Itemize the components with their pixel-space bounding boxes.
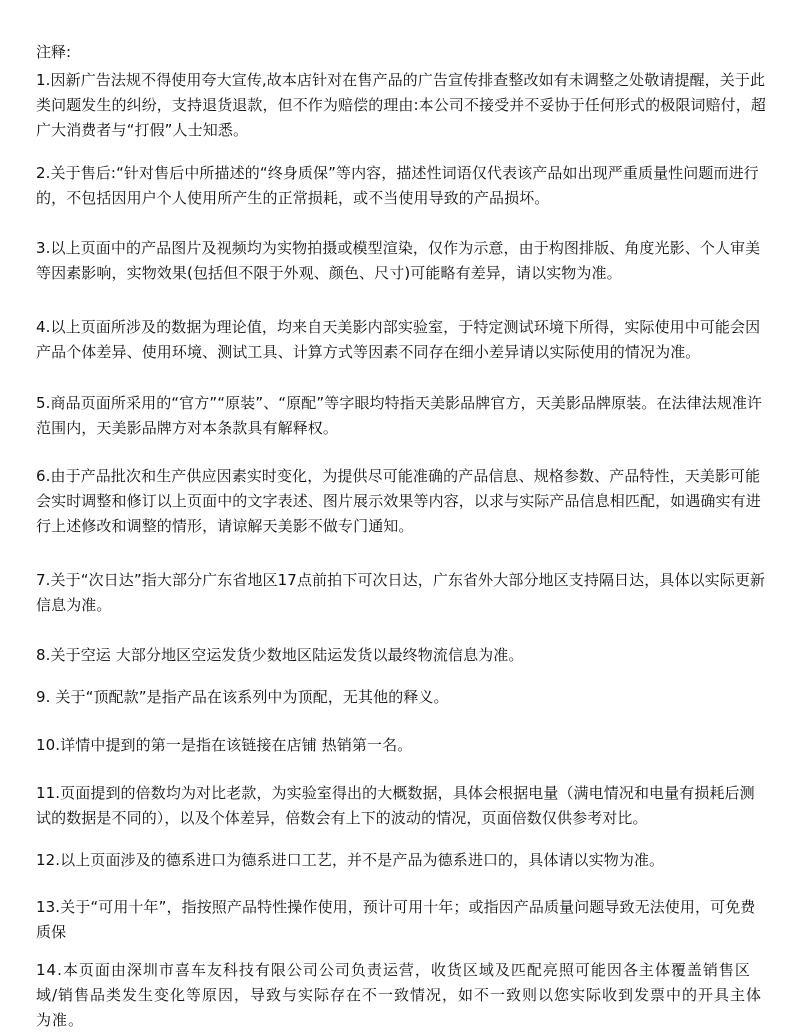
notice-item: 12.以上页面涉及的德系进口为德系进口工艺，并不是产品为德系进口的，具体请以实物为准。	[36, 851, 665, 869]
notice-item: 6.由于产品批次和生产供应因素实时变化，为提供尽可能准确的产品信息、规格参数、产品特性，天美影可能会实时调整和修订以上页面中的文字表述、图片展示效果等内容，以求与实际产品信息相匹配，如遇确实有进行上述修改和调整的情形，请谅解天美影不做专门通知。	[36, 467, 761, 535]
notice-section	[36, 40, 766, 1029]
notice-item: 5.商品页面所采用的“官方”“原装”、“原配”等字眼均特指天美影品牌官方，天美影品牌原装。在法律法规准许范围内，天美影品牌方对本条款具有解释权。	[36, 394, 763, 437]
notice-item: 8.关于空运 大部分地区空运发货少数地区陆运发货以最终物流信息为准。	[36, 646, 524, 664]
notice-item: 9. 关于“顶配款”是指产品在该系列中为顶配，无其他的释义。	[36, 688, 449, 706]
notice-item: 7.关于“次日达”指大部分广东省地区17点前拍下可次日达，广东省外大部分地区支持隔日达，具体以实际更新信息为准。	[36, 571, 766, 614]
notice-item: 14.本页面由深圳市喜车友科技有限公司公司负责运营，收货区域及匹配亮照可能因各主体覆盖销售区域/销售品类发生变化等原因，导致与实际存在不一致情况，如不一致则以您实际收到发票中的开具主体为准。	[36, 961, 763, 1029]
notice-heading: 注释:	[36, 43, 72, 61]
notice-item: 3.以上页面中的产品图片及视频均为实物拍摄或模型渲染，仅作为示意，由于构图排版、角度光影、个人审美等因素影响，实物效果(包括但不限于外观、颜色、尺寸)可能略有差异，请以实物为准。	[36, 239, 761, 282]
notice-item: 13.关于“可用十年”，指按照产品特性操作使用，预计可用十年；或指因产品质量问题导致无法使用，可免费质保	[36, 898, 756, 941]
notice-item: 1.因新广告法规不得使用夸大宣传,故本店针对在售产品的广告宣传排查整改如有未调整之处敬请提醒，关于此类问题发生的纠纷，支持退货退款，但不作为赔偿的理由:本公司不接受并不妥协于任何形式的极限词赔付，超广大消费者与“打假”人士知悉。	[36, 71, 766, 139]
notice-item: 4.以上页面所涉及的数据为理论值，均来自天美影内部实验室，于特定测试环境下所得，实际使用中可能会因产品个体差异、使用环境、测试工具、计算方式等因素不同存在细小差异请以实际使用的情况为准。	[36, 318, 761, 361]
notice-item: 11.页面提到的倍数均为对比老款，为实验室得出的大概数据，具体会根据电量（满电情况和电量有损耗后测试的数据是不同的），以及个体差异，倍数会有上下的波动的情况，页面倍数仅供参考对比。	[36, 784, 755, 827]
notice-item: 10.详情中提到的第一是指在该链接在店铺 热销第一名。	[36, 736, 413, 754]
notice-item: 2.关于售后:“针对售后中所描述的“终身质保”等内容，描述性词语仅代表该产品如出现严重质量性问题而进行的，不包括因用户个人使用所产生的正常损耗，或不当使用导致的产品损坏。	[36, 164, 759, 207]
